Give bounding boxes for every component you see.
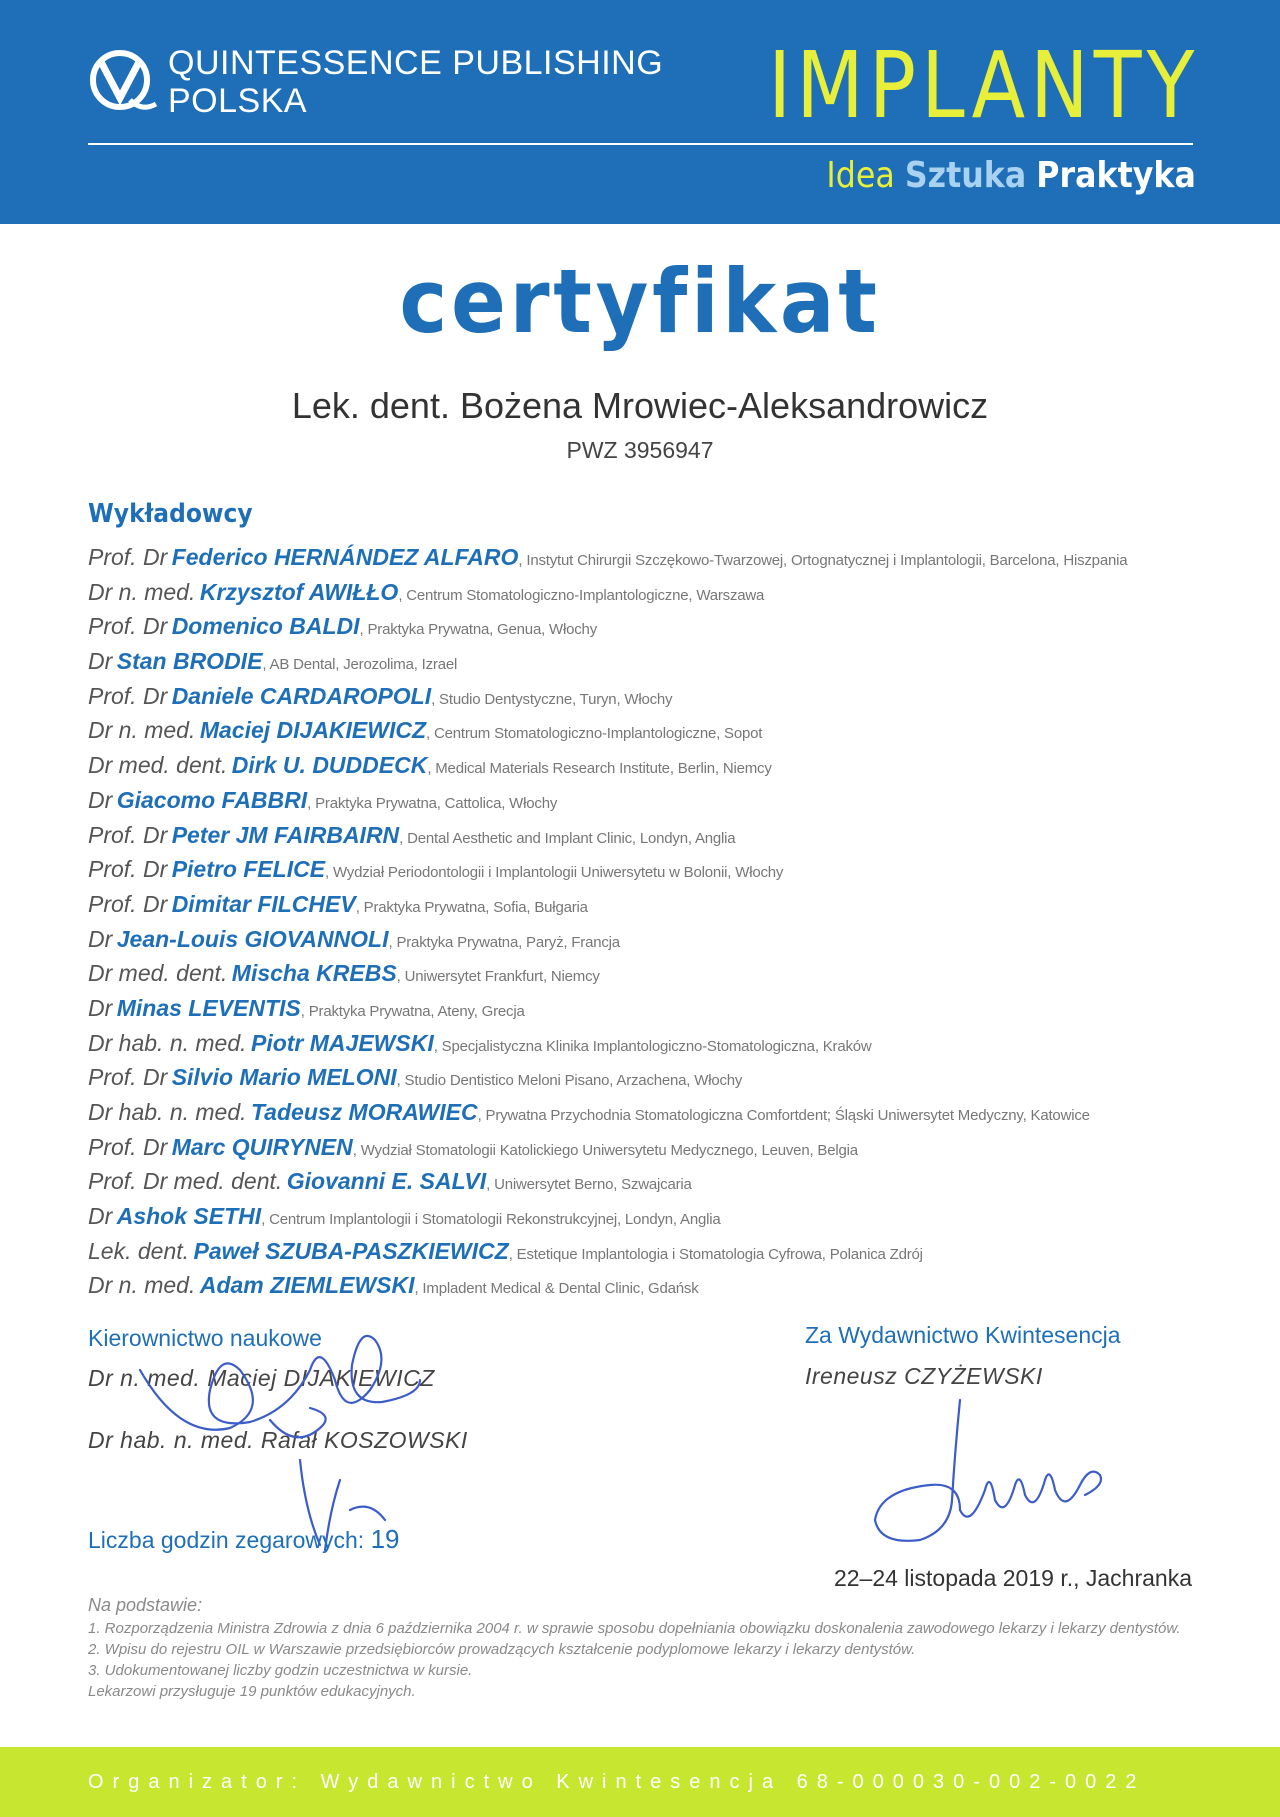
lecturer-list	[88, 540, 1238, 1303]
publisher-signature	[860, 1390, 1130, 1560]
lecturer-name: Mischa KREBS	[231, 960, 397, 987]
lecturer-title: Prof. Dr	[88, 890, 168, 917]
lecturer-title: Prof. Dr med. dent.	[88, 1168, 283, 1195]
education-points: Lekarzowi przysługuje 19 punktów edukacyjnych.	[88, 1683, 416, 1700]
lecturer-title: Dr n. med.	[88, 578, 196, 605]
lecturer-title: Prof. Dr	[88, 1064, 168, 1091]
publisher-line-2: POLSKA	[168, 82, 308, 120]
recipient-name: Lek. dent. Bożena Mrowiec-Aleksandrowicz	[291, 385, 989, 426]
lecturer-title: Prof. Dr	[88, 544, 168, 570]
publisher-sign-label: Za Wydawnictwo Kwintesencja	[805, 1322, 1121, 1348]
lecturer-title: Dr hab. n. med.	[88, 1099, 247, 1125]
lecturer-item	[88, 540, 1238, 575]
lecturer-title: Dr n. med.	[88, 1272, 196, 1299]
lecturer-title: Dr n. med.	[88, 717, 196, 744]
lecturers-heading: Wykładowcy	[88, 499, 253, 529]
lecturer-name: Ashok SETHI	[116, 1203, 262, 1230]
lecturer-affiliation: , Centrum Implantologii i Stomatologii Rekonstrukcyjnej, Londyn, Anglia	[261, 1211, 721, 1229]
lecturer-title: Dr hab. n. med.	[88, 1029, 247, 1056]
lecturer-name: Minas LEVENTIS	[116, 994, 301, 1021]
lecturer-affiliation: , Instytut Chirurgii Szczękowo-Twarzowej, Ortognatycznej i Implantologii, Barcelona, Hiszpania	[518, 552, 1128, 569]
lecturer-affiliation: , Praktyka Prywatna, Cattolica, Włochy	[307, 794, 558, 812]
lecturer-title: Prof. Dr	[88, 856, 168, 883]
lecturer-item	[88, 1234, 1238, 1269]
lecturer-title: Dr	[88, 1203, 113, 1230]
lecturer-name: Maciej DIJAKIEWICZ	[199, 717, 427, 744]
lecturer-item	[88, 1130, 1238, 1165]
publisher-name	[168, 44, 663, 120]
scientific-director-1: Dr n. med. Maciej DIJAKIEWICZ	[88, 1365, 435, 1391]
lecturer-title: Dr	[88, 648, 113, 675]
header-banner	[0, 0, 1280, 224]
legal-basis-item: 1. Rozporządzenia Ministra Zdrowia z dnia 6 października 2004 r. w sprawie sposobu dopełniania obowiązku doskonalenia zawodowego lekarzy i lekarzy dentystów.	[88, 1620, 1181, 1637]
lecturer-item	[88, 922, 1238, 957]
scientific-direction-label: Kierownictwo naukowe	[88, 1325, 322, 1351]
lecturer-affiliation: , Uniwersytet Frankfurt, Niemcy	[396, 968, 600, 986]
lecturer-title: Dr	[88, 925, 113, 952]
tagline-sztuka: Sztuka	[904, 155, 1027, 196]
lecturer-item	[88, 1026, 1238, 1061]
legal-basis-heading: Na podstawie:	[88, 1595, 203, 1615]
header-divider	[88, 143, 1193, 145]
lecturer-item	[88, 1268, 1238, 1303]
lecturer-item	[88, 748, 1238, 783]
lecturer-item	[88, 713, 1238, 748]
lecturer-affiliation: , Uniwersytet Berno, Szwajcaria	[486, 1176, 692, 1194]
lecturer-name: Daniele CARDAROPOLI	[171, 682, 432, 709]
lecturer-affiliation: , Specjalistyczna Klinika Implantologiczno-Stomatologiczna, Kraków	[433, 1037, 872, 1055]
publisher-line-1: QUINTESSENCE PUBLISHING	[168, 44, 664, 82]
lecturer-name: Krzysztof AWIŁŁO	[199, 578, 399, 605]
lecturer-affiliation: , Studio Dentistico Meloni Pisano, Arzachena, Włochy	[396, 1072, 743, 1090]
hours-field	[88, 1524, 399, 1555]
lecturer-name: Tadeusz MORAWIEC	[250, 1099, 478, 1125]
lecturer-title: Prof. Dr	[88, 821, 168, 848]
lecturer-item	[88, 1060, 1238, 1095]
lecturer-title: Dr med. dent.	[88, 960, 228, 987]
lecturer-item	[88, 609, 1238, 644]
lecturer-name: Giacomo FABBRI	[116, 786, 308, 813]
legal-basis-item: 3. Udokumentowanej liczby godzin uczestnictwa w kursie.	[88, 1662, 473, 1679]
lecturer-affiliation: , Wydział Stomatologii Katolickiego Uniwersytetu Medycznego, Leuven, Belgia	[352, 1141, 858, 1159]
lecturer-name: Federico HERNÁNDEZ ALFARO	[171, 544, 519, 570]
legal-basis-item: 2. Wpisu do rejestru OIL w Warszawie przedsiębiorców prowadzących kształcenie podyplomowe lekarzy i lekarzy dentystów.	[88, 1641, 916, 1658]
tagline-idea: Idea	[826, 155, 895, 196]
lecturer-name: Dimitar FILCHEV	[171, 890, 356, 917]
lecturer-name: Stan BRODIE	[116, 648, 263, 675]
lecturer-title: Prof. Dr	[88, 1133, 168, 1160]
lecturer-title: Dr	[88, 786, 113, 813]
lecturer-affiliation: , Praktyka Prywatna, Paryż, Francja	[388, 933, 620, 951]
recipient-pwz: PWZ 3956947	[566, 437, 714, 463]
lecturer-affiliation: , AB Dental, Jerozolima, Izrael	[262, 656, 458, 674]
lecturer-name: Giovanni E. SALVI	[286, 1168, 487, 1195]
lecturer-affiliation: , Praktyka Prywatna, Sofia, Bułgaria	[355, 898, 588, 916]
lecturer-item	[88, 887, 1238, 922]
lecturer-name: Pietro FELICE	[171, 856, 326, 883]
lecturer-name: Domenico BALDI	[171, 613, 360, 640]
lecturer-item	[88, 575, 1238, 610]
lecturer-name: Marc QUIRYNEN	[171, 1133, 353, 1160]
tagline	[827, 156, 1196, 196]
hours-value: 19	[370, 1524, 400, 1554]
lecturer-item	[88, 679, 1238, 714]
tagline-praktyka: Praktyka	[1036, 155, 1196, 196]
brand-title: IMPLANTY	[768, 32, 1200, 139]
lecturer-affiliation: , Impladent Medical & Dental Clinic, Gdańsk	[414, 1280, 699, 1298]
legal-basis	[88, 1596, 1198, 1704]
lecturer-title: Prof. Dr	[88, 682, 168, 709]
hours-label: Liczba godzin zegarowych:	[88, 1527, 365, 1553]
lecturer-item	[88, 1199, 1238, 1234]
lecturer-name: Piotr MAJEWSKI	[250, 1029, 434, 1056]
lecturer-affiliation: , Estetique Implantologia i Stomatologia Cyfrowa, Polanica Zdrój	[508, 1245, 923, 1263]
organizer-line: Organizator: Wydawnictwo Kwintesencja 68-000030-002-0022	[88, 1771, 1146, 1793]
lecturer-item	[88, 991, 1238, 1026]
lecturer-item	[88, 956, 1238, 991]
lecturer-name: Peter JM FAIRBAIRN	[171, 821, 400, 848]
lecturer-affiliation: , Dental Aesthetic and Implant Clinic, Londyn, Anglia	[399, 829, 736, 847]
scientific-director-2: Dr hab. n. med. Rafał KOSZOWSKI	[88, 1427, 468, 1453]
lecturer-item	[88, 644, 1238, 679]
lecturer-name: Adam ZIEMLEWSKI	[199, 1272, 415, 1299]
lecturer-name: Paweł SZUBA-PASZKIEWICZ	[193, 1237, 509, 1264]
lecturer-affiliation: , Wydział Periodontologii i Implantologii Uniwersytetu w Bolonii, Włochy	[325, 864, 784, 882]
lecturer-item	[88, 1164, 1238, 1199]
lecturer-item	[88, 1095, 1238, 1130]
lecturer-affiliation: , Prywatna Przychodnia Stomatologiczna Comfortdent; Śląski Uniwersytet Medyczny, Katowice	[477, 1107, 1090, 1124]
certificate-title: certyfikat	[399, 250, 881, 353]
publisher-sign-person: Ireneusz CZYŻEWSKI	[805, 1363, 1043, 1389]
lecturer-name: Jean-Louis GIOVANNOLI	[116, 925, 389, 952]
lecturer-title: Prof. Dr	[88, 613, 168, 640]
quintessence-logo-icon	[86, 46, 158, 114]
lecturer-affiliation: , Centrum Stomatologiczno-Implantologiczne, Sopot	[426, 725, 763, 743]
lecturer-item	[88, 783, 1238, 818]
lecturer-title: Dr med. dent.	[88, 752, 228, 779]
lecturer-name: Dirk U. DUDDECK	[231, 752, 428, 779]
lecturer-affiliation: , Praktyka Prywatna, Ateny, Grecja	[300, 1002, 525, 1020]
date-place: 22–24 listopada 2019 r., Jachranka	[833, 1565, 1192, 1591]
lecturer-affiliation: , Studio Dentystyczne, Turyn, Włochy	[431, 690, 673, 708]
lecturer-affiliation: , Medical Materials Research Institute, Berlin, Niemcy	[427, 760, 772, 778]
lecturer-title: Lek. dent.	[88, 1237, 190, 1264]
lecturer-item	[88, 852, 1238, 887]
lecturer-name: Silvio Mario MELONI	[171, 1064, 397, 1091]
lecturer-affiliation: , Praktyka Prywatna, Genua, Włochy	[359, 621, 597, 639]
lecturer-affiliation: , Centrum Stomatologiczno-Implantologiczne, Warszawa	[398, 586, 765, 604]
lecturer-item	[88, 818, 1238, 853]
lecturer-title: Dr	[88, 994, 113, 1021]
